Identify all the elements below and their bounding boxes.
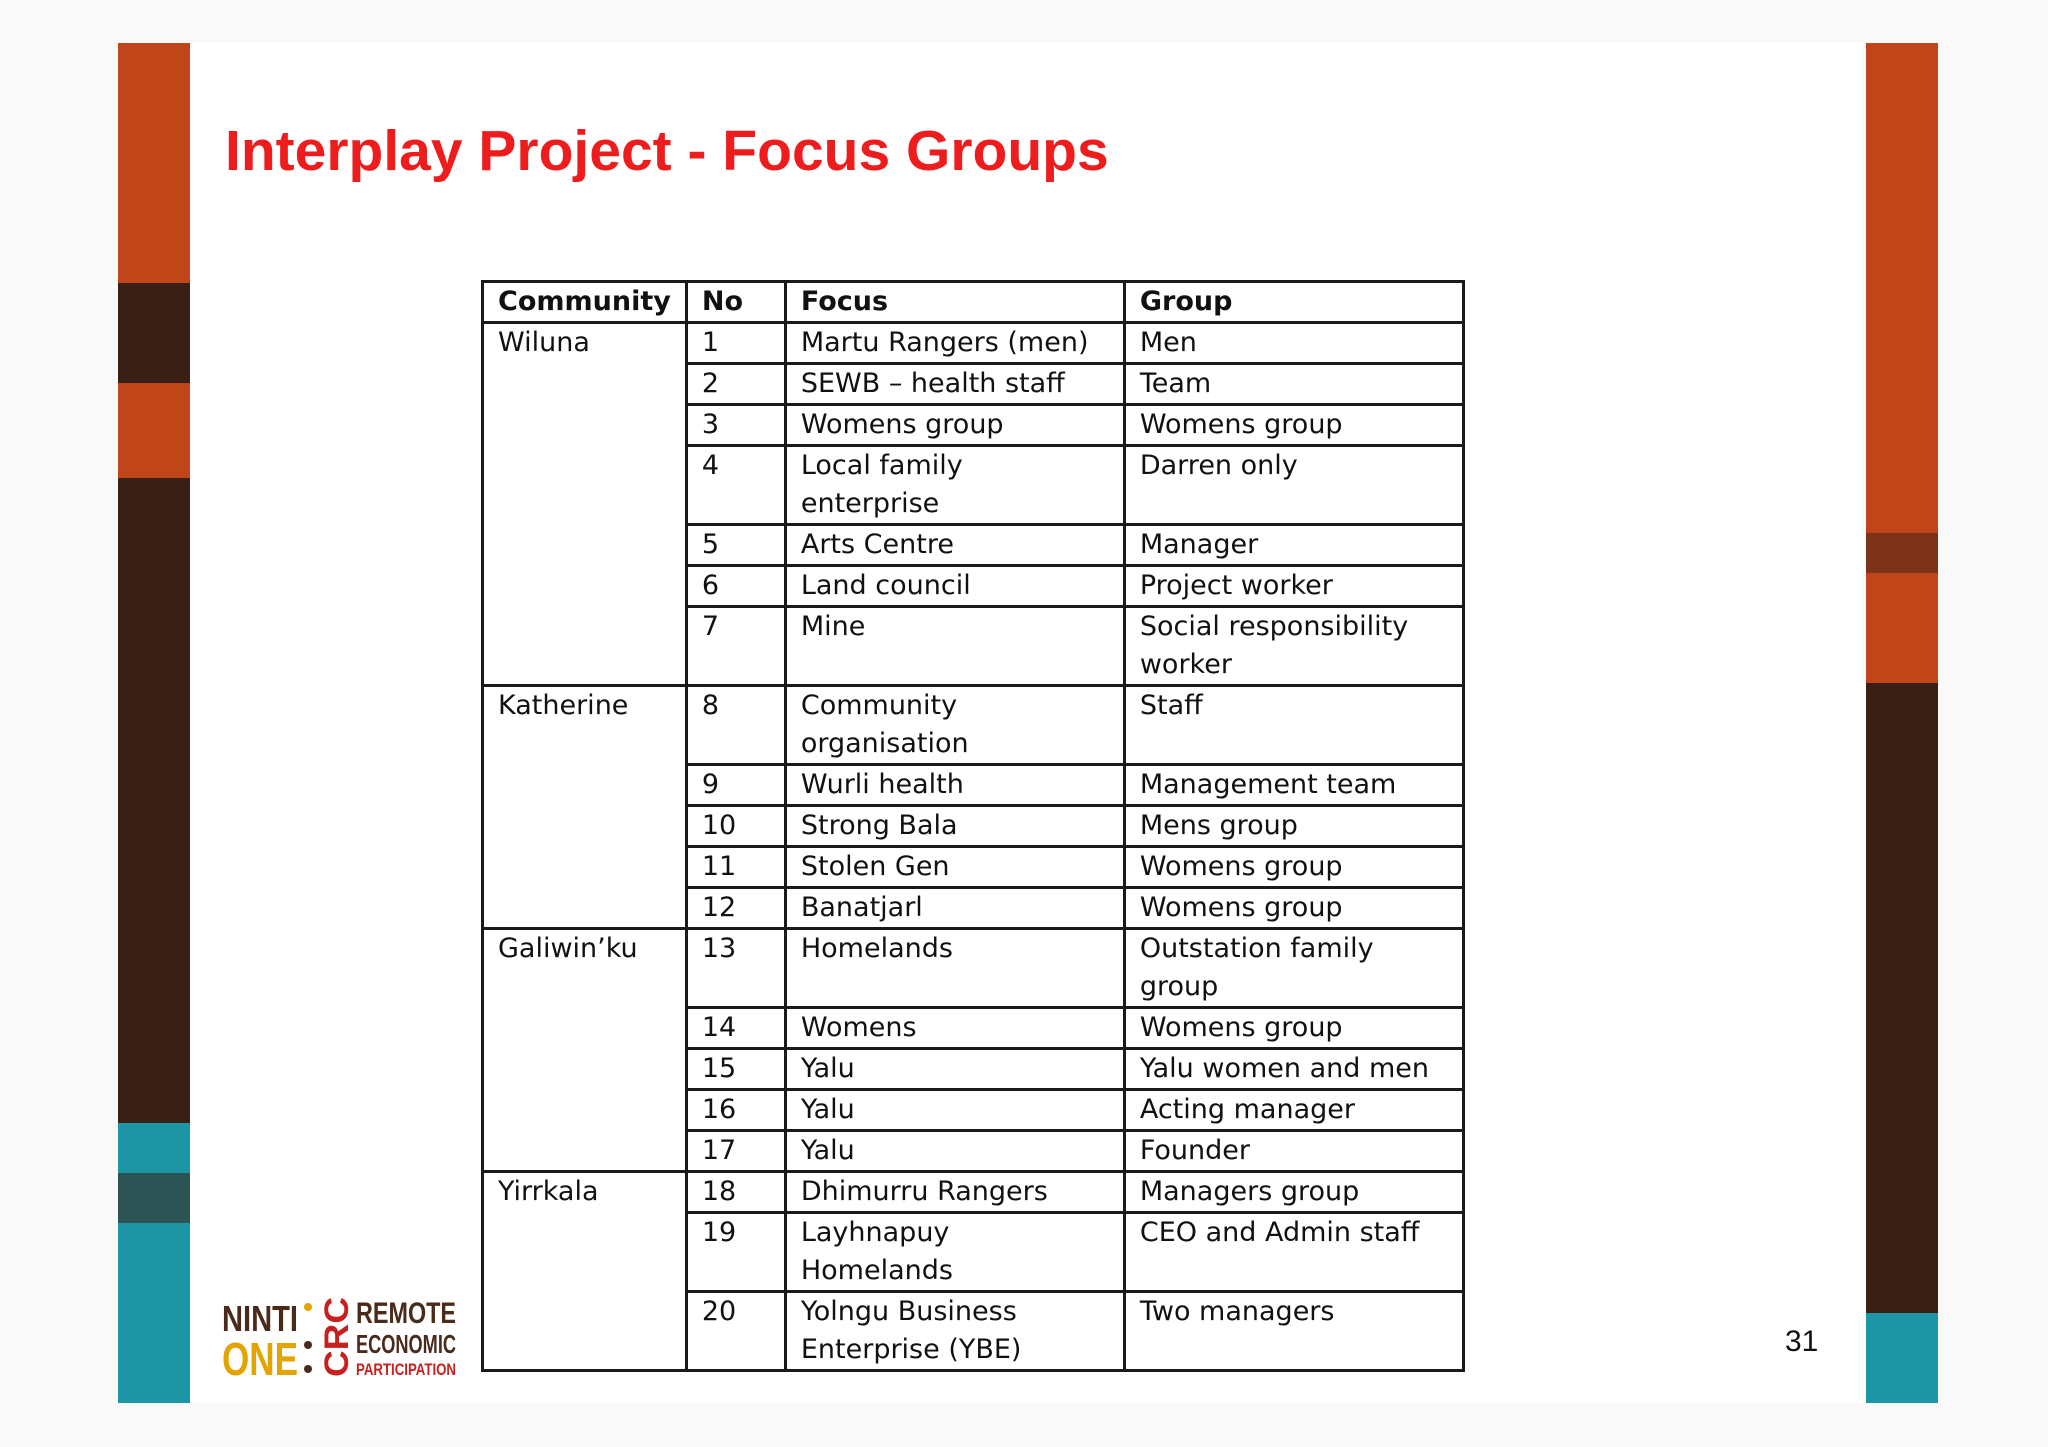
focus-cell: Land council xyxy=(785,566,1124,607)
header-community: Community xyxy=(483,282,687,323)
no-cell: 9 xyxy=(686,765,785,806)
decorative-bar-right xyxy=(1866,43,1938,1403)
logo-crc-text: CRC xyxy=(318,1303,356,1377)
page-number: 31 xyxy=(1785,1325,1819,1358)
focus-cell: Wurli health xyxy=(785,765,1124,806)
no-cell: 2 xyxy=(686,364,785,405)
group-cell: Womens group xyxy=(1124,888,1463,929)
group-cell: Yalu women and men xyxy=(1124,1049,1463,1090)
group-cell: CEO and Admin staff xyxy=(1124,1213,1463,1292)
focus-cell: Womens xyxy=(785,1008,1124,1049)
group-cell: Men xyxy=(1124,323,1463,364)
focus-cell: Community organisation xyxy=(785,686,1124,765)
no-cell: 18 xyxy=(686,1172,785,1213)
group-cell: Project worker xyxy=(1124,566,1463,607)
community-cell: Wiluna xyxy=(483,323,687,686)
group-cell: Womens group xyxy=(1124,405,1463,446)
logo-one-text: ONE xyxy=(222,1333,298,1385)
logo-participation-text: PARTICIPATION xyxy=(356,1360,456,1379)
table-header-row xyxy=(483,282,1464,323)
group-cell: Mens group xyxy=(1124,806,1463,847)
focus-cell: Martu Rangers (men) xyxy=(785,323,1124,364)
group-cell: Womens group xyxy=(1124,1008,1463,1049)
no-cell: 19 xyxy=(686,1213,785,1292)
focus-groups-table-container xyxy=(481,280,1465,1372)
ninti-one-crc-logo xyxy=(222,1295,472,1385)
focus-cell: Homelands xyxy=(785,929,1124,1008)
focus-cell: Yolngu Business Enterprise (YBE) xyxy=(785,1292,1124,1371)
community-cell: Galiwin’ku xyxy=(483,929,687,1172)
group-cell: Staff xyxy=(1124,686,1463,765)
no-cell: 7 xyxy=(686,607,785,686)
community-cell: Katherine xyxy=(483,686,687,929)
no-cell: 16 xyxy=(686,1090,785,1131)
table-row xyxy=(483,929,1464,1008)
group-cell: Womens group xyxy=(1124,847,1463,888)
community-cell: Yirrkala xyxy=(483,1172,687,1371)
focus-cell: Strong Bala xyxy=(785,806,1124,847)
logo-dot xyxy=(304,1303,312,1311)
logo-dot xyxy=(304,1341,312,1349)
focus-cell: Dhimurru Rangers xyxy=(785,1172,1124,1213)
header-group: Group xyxy=(1124,282,1463,323)
focus-cell: Womens group xyxy=(785,405,1124,446)
no-cell: 20 xyxy=(686,1292,785,1371)
logo-remote-text: REMOTE xyxy=(356,1297,456,1330)
no-cell: 12 xyxy=(686,888,785,929)
logo-ninti-text: NINTI xyxy=(222,1298,298,1339)
no-cell: 14 xyxy=(686,1008,785,1049)
focus-groups-table xyxy=(481,280,1465,1372)
table-row xyxy=(483,323,1464,364)
no-cell: 8 xyxy=(686,686,785,765)
focus-cell: Yalu xyxy=(785,1090,1124,1131)
no-cell: 17 xyxy=(686,1131,785,1172)
logo-dot xyxy=(304,1365,312,1373)
no-cell: 11 xyxy=(686,847,785,888)
logo-economic-text: ECONOMIC xyxy=(356,1329,457,1359)
focus-cell: Yalu xyxy=(785,1131,1124,1172)
focus-cell: Mine xyxy=(785,607,1124,686)
focus-cell: Stolen Gen xyxy=(785,847,1124,888)
page-title: Interplay Project - Focus Groups xyxy=(225,119,1109,183)
group-cell: Acting manager xyxy=(1124,1090,1463,1131)
group-cell: Team xyxy=(1124,364,1463,405)
group-cell: Manager xyxy=(1124,525,1463,566)
no-cell: 6 xyxy=(686,566,785,607)
header-focus: Focus xyxy=(785,282,1124,323)
group-cell: Founder xyxy=(1124,1131,1463,1172)
no-cell: 10 xyxy=(686,806,785,847)
group-cell: Managers group xyxy=(1124,1172,1463,1213)
group-cell: Management team xyxy=(1124,765,1463,806)
no-cell: 15 xyxy=(686,1049,785,1090)
focus-cell: Layhnapuy Homelands xyxy=(785,1213,1124,1292)
focus-cell: Arts Centre xyxy=(785,525,1124,566)
group-cell: Darren only xyxy=(1124,446,1463,525)
no-cell: 5 xyxy=(686,525,785,566)
decorative-bar-left xyxy=(118,43,190,1403)
header-no: No xyxy=(686,282,785,323)
no-cell: 3 xyxy=(686,405,785,446)
focus-cell: Local family enterprise xyxy=(785,446,1124,525)
table-row xyxy=(483,686,1464,765)
table-row xyxy=(483,1172,1464,1213)
focus-cell: Yalu xyxy=(785,1049,1124,1090)
group-cell: Two managers xyxy=(1124,1292,1463,1371)
group-cell: Social responsibility worker xyxy=(1124,607,1463,686)
no-cell: 1 xyxy=(686,323,785,364)
focus-cell: SEWB – health staff xyxy=(785,364,1124,405)
group-cell: Outstation family group xyxy=(1124,929,1463,1008)
focus-cell: Banatjarl xyxy=(785,888,1124,929)
no-cell: 4 xyxy=(686,446,785,525)
no-cell: 13 xyxy=(686,929,785,1008)
